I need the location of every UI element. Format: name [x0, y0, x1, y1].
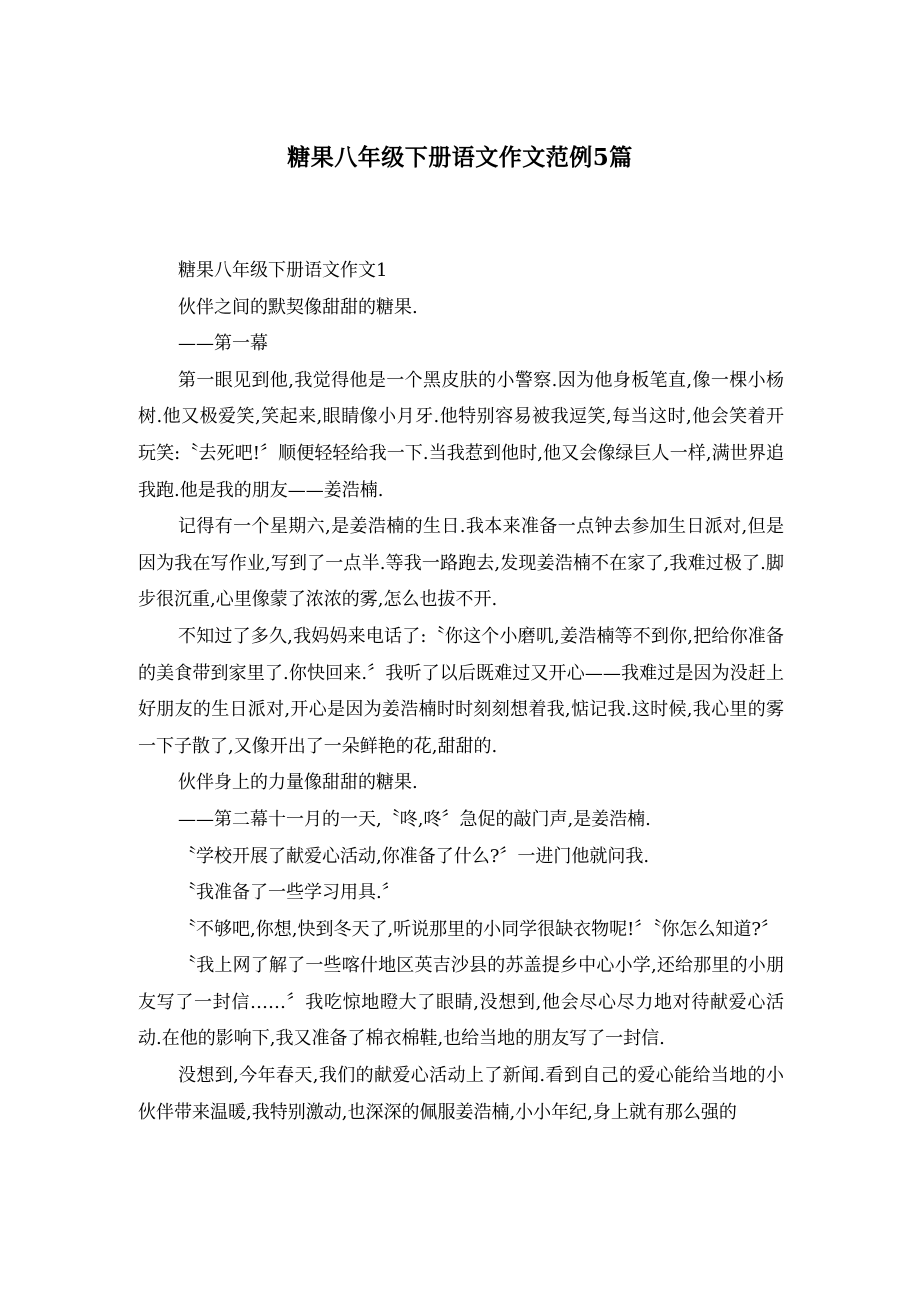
document-body — [138, 253, 784, 1131]
paragraph: 不知过了多久,我妈妈来电话了:〝你这个小磨叽,姜浩楠等不到你,把给你准备的美食带到家里了.你快回来.〞我听了以后既难过又开心——我难过是因为没赶上好朋友的生日派对,开心是因为姜浩楠时时刻刻想着我,惦记我.这时候,我心里的雾一下子散了,又像开出了一朵鲜艳的花,甜甜的. — [138, 625, 784, 757]
document-title: 糖果八年级下册语文作文范例5篇 — [287, 144, 633, 171]
paragraph: 〝我准备了一些学习用具.〞 — [178, 882, 400, 904]
paragraph-scene-heading: ——第二幕十一月的一天,〝咚,咚〞急促的敲门声,是姜浩楠. — [178, 808, 651, 830]
paragraph: 伙伴之间的默契像甜甜的糖果. — [178, 296, 418, 318]
paragraph: 没想到,今年春天,我们的献爱心活动上了新闻.看到自己的爱心能给当地的小伙伴带来温暖,我特别激动,也深深的佩服姜浩楠,小小年纪,身上就有那么强的 — [138, 1065, 784, 1123]
paragraph-section-heading: 糖果八年级下册语文作文1 — [178, 260, 388, 281]
paragraph: 伙伴身上的力量像甜甜的糖果. — [178, 772, 418, 794]
paragraph-scene-heading: ——第一幕 — [178, 333, 268, 355]
paragraph: 〝我上网了解了一些喀什地区英吉沙县的苏盖提乡中心小学,还给那里的小朋友写了一封信……〞我吃惊地瞪大了眼睛,没想到,他会尽心尽力地对待献爱心活动.在他的影响下,我又准备了棉衣棉鞋,也给当地的朋友写了一封信. — [138, 955, 784, 1050]
paragraph: 〝学校开展了献爱心活动,你准备了什么?〞一进门他就问我. — [178, 845, 650, 867]
paragraph: 〝不够吧,你想,快到冬天了,听说那里的小同学很缺衣物呢!〞〝你怎么知道?〞 — [178, 918, 780, 940]
paragraph: 第一眼见到他,我觉得他是一个黑皮肤的小警察.因为他身板笔直,像一棵小杨树.他又极爱笑,笑起来,眼睛像小月牙.他特别容易被我逗笑,每当这时,他会笑着开玩笑:〝去死吧!〞顺便轻轻给我一下.当我惹到他时,他又会像绿巨人一样,满世界追我跑.他是我的朋友——姜浩楠. — [138, 369, 784, 501]
paragraph: 记得有一个星期六,是姜浩楠的生日.我本来准备一点钟去参加生日派对,但是因为我在写作业,写到了一点半.等我一路跑去,发现姜浩楠不在家了,我难过极了.脚步很沉重,心里像蒙了浓浓的雾,怎么也拔不开. — [138, 516, 784, 611]
